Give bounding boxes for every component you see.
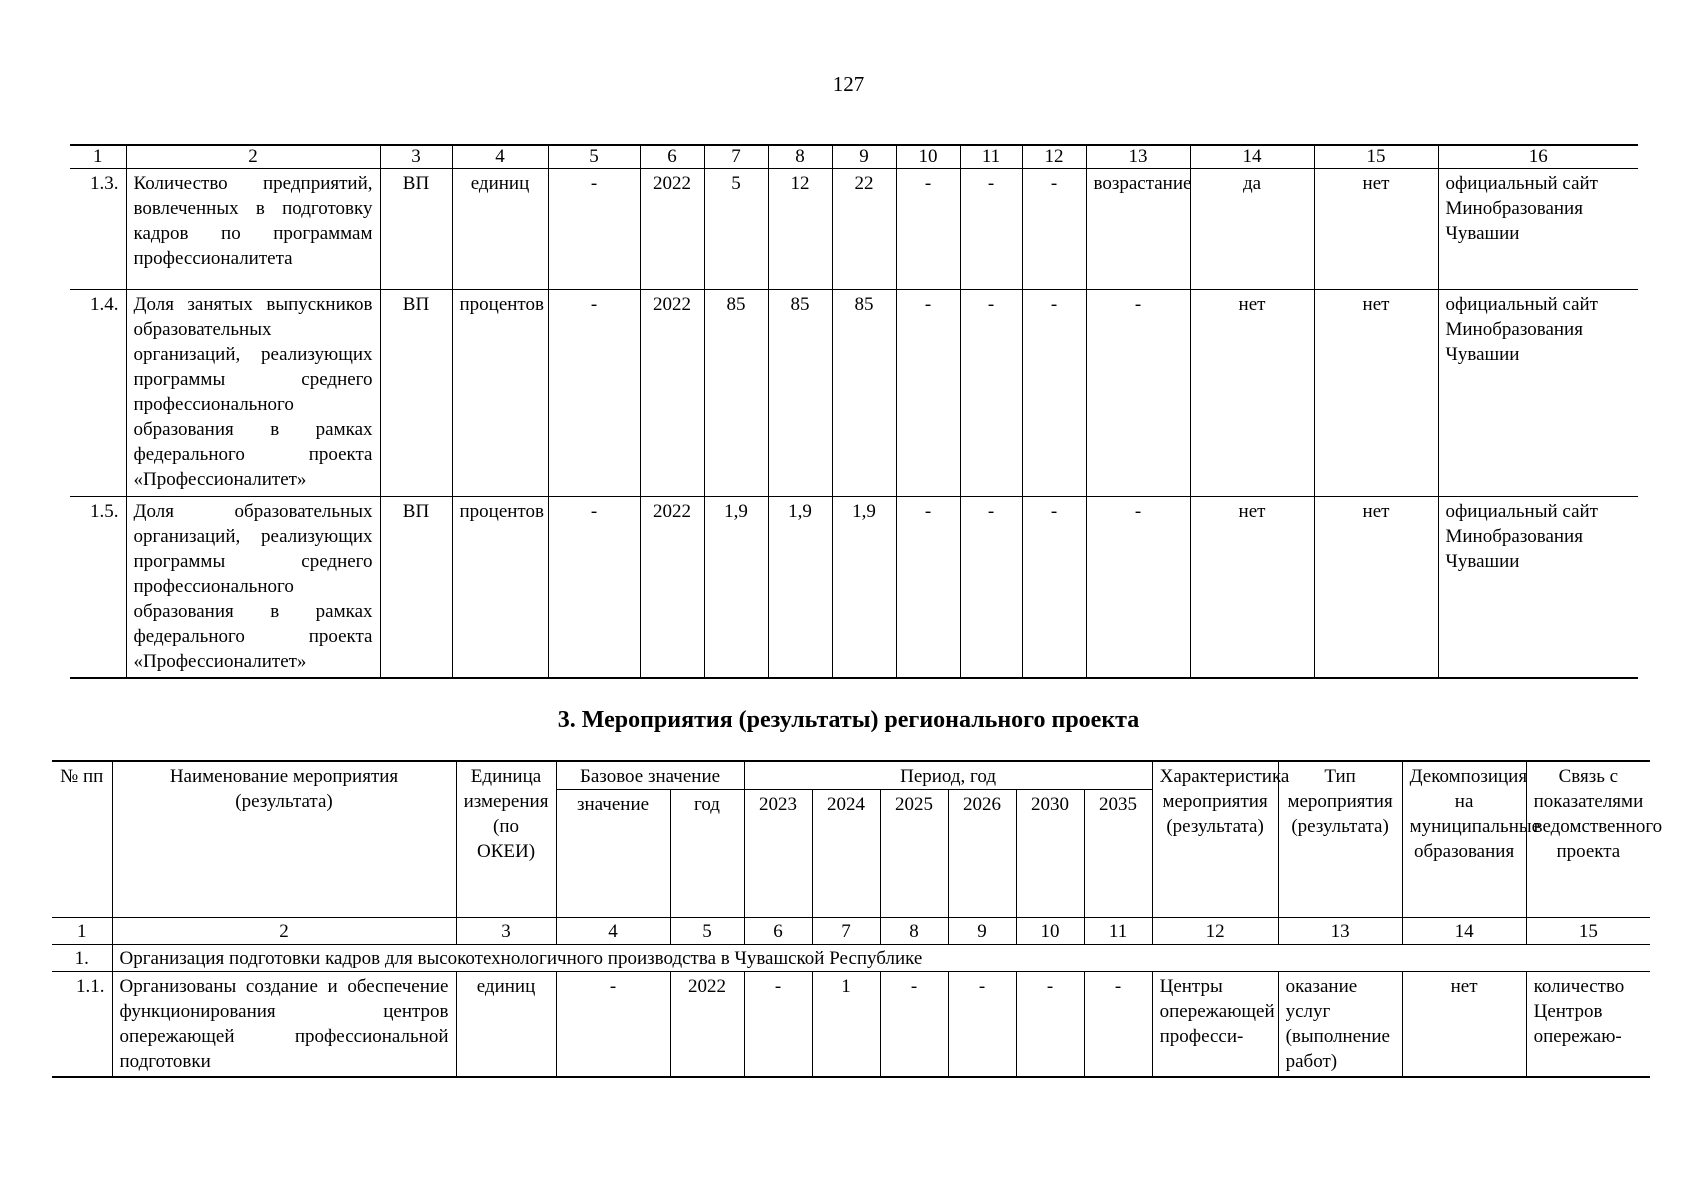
column-number: 7 [704, 145, 768, 169]
column-number: 12 [1152, 918, 1278, 945]
flag-cell: нет [1190, 497, 1314, 678]
year-cell: 2022 [640, 169, 704, 290]
column-number: 12 [1022, 145, 1086, 169]
value-cell: - [896, 497, 960, 678]
value-cell: - [960, 497, 1022, 678]
trend-cell: - [1086, 290, 1190, 497]
activity-name: Организованы создание и обеспечение функционирования центров опережающей профессиональной подготовки [112, 972, 456, 1078]
column-number: 10 [896, 145, 960, 169]
year-value-cell: - [1016, 972, 1084, 1078]
source-cell: официальный сайт Минобразования Чувашии [1438, 497, 1638, 678]
source-cell: официальный сайт Минобразования Чувашии [1438, 290, 1638, 497]
value-cell: - [960, 290, 1022, 497]
value-cell: - [1022, 290, 1086, 497]
table-header-row [52, 761, 1650, 790]
header-unit: Единица измерения (по ОКЕИ) [456, 761, 556, 918]
column-number: 7 [812, 918, 880, 945]
value-cell: 85 [704, 290, 768, 497]
year-value-cell: - [744, 972, 812, 1078]
value-cell: - [1022, 169, 1086, 290]
column-number: 14 [1402, 918, 1526, 945]
base-value-cell: - [556, 972, 670, 1078]
header-base-value: Базовое значение [556, 761, 744, 790]
value-cell: 85 [832, 290, 896, 497]
column-number: 5 [670, 918, 744, 945]
year-cell: 2022 [640, 497, 704, 678]
column-number: 13 [1278, 918, 1402, 945]
value-cell: 1,9 [768, 497, 832, 678]
base-year-cell: 2022 [670, 972, 744, 1078]
column-number: 11 [1084, 918, 1152, 945]
flag-cell: да [1190, 169, 1314, 290]
column-number: 6 [640, 145, 704, 169]
level-cell: ВП [380, 290, 452, 497]
column-number: 6 [744, 918, 812, 945]
activities-table [52, 760, 1663, 1078]
flag-cell: нет [1314, 169, 1438, 290]
year-value-cell: - [948, 972, 1016, 1078]
value-cell: - [548, 169, 640, 290]
value-cell: - [896, 169, 960, 290]
column-number: 15 [1526, 918, 1650, 945]
level-cell: ВП [380, 169, 452, 290]
header-year: 2035 [1084, 790, 1152, 918]
header-base-value-value: значение [556, 790, 670, 918]
header-link: Связь с показателями ведомственного проекта [1526, 761, 1650, 918]
indicator-name: Доля занятых выпускников образовательных организаций, реализующих программы среднего профессионального образования в рамках федерального проекта «Профессионалитет» [126, 290, 380, 497]
flag-cell: нет [1314, 497, 1438, 678]
column-number: 4 [452, 145, 548, 169]
year-value-cell: 1 [812, 972, 880, 1078]
column-number: 11 [960, 145, 1022, 169]
group-row [52, 945, 1650, 972]
column-number: 4 [556, 918, 670, 945]
value-cell: 1,9 [832, 497, 896, 678]
indicators-table [70, 144, 1638, 679]
column-number: 5 [548, 145, 640, 169]
unit-cell: единиц [452, 169, 548, 290]
header-number: № пп [52, 761, 112, 918]
row-number: 1.4. [70, 290, 126, 497]
column-number: 1 [70, 145, 126, 169]
header-year: 2025 [880, 790, 948, 918]
value-cell: - [960, 169, 1022, 290]
column-number: 2 [112, 918, 456, 945]
table-row [52, 972, 1650, 1078]
indicator-name: Доля образовательных организаций, реализующих программы среднего профессионального образования в рамках федерального проекта «Профессионалитет» [126, 497, 380, 678]
source-cell: официальный сайт Минобразования Чувашии [1438, 169, 1638, 290]
group-title: Организация подготовки кадров для высокотехнологичного производства в Чувашской Республике [112, 945, 1650, 972]
header-year: 2030 [1016, 790, 1084, 918]
value-cell: 12 [768, 169, 832, 290]
header-year: 2024 [812, 790, 880, 918]
table-row [70, 497, 1638, 678]
header-name: Наименование мероприятия (результата) [112, 761, 456, 918]
year-value-cell: - [1084, 972, 1152, 1078]
unit-cell: процентов [452, 290, 548, 497]
row-number: 1.5. [70, 497, 126, 678]
unit-cell: процентов [452, 497, 548, 678]
column-number: 14 [1190, 145, 1314, 169]
table-row [70, 290, 1638, 497]
year-cell: 2022 [640, 290, 704, 497]
decomposition-cell: нет [1402, 972, 1526, 1078]
column-number: 10 [1016, 918, 1084, 945]
header-period: Период, год [744, 761, 1152, 790]
value-cell: 5 [704, 169, 768, 290]
header-characteristic: Характеристика мероприятия (результата) [1152, 761, 1278, 918]
unit-cell: единиц [456, 972, 556, 1078]
link-cell: количество Центров опережаю- [1526, 972, 1650, 1078]
value-cell: - [548, 497, 640, 678]
column-number: 3 [456, 918, 556, 945]
group-number: 1. [52, 945, 112, 972]
column-number: 13 [1086, 145, 1190, 169]
characteristic-cell: Центры опережающей професси- [1152, 972, 1278, 1078]
header-year: 2023 [744, 790, 812, 918]
column-number: 9 [948, 918, 1016, 945]
column-number: 16 [1438, 145, 1638, 169]
header-base-value-year: год [670, 790, 744, 918]
column-number: 15 [1314, 145, 1438, 169]
page-number: 127 [832, 72, 865, 96]
value-cell: - [896, 290, 960, 497]
value-cell: - [1022, 497, 1086, 678]
row-number: 1.3. [70, 169, 126, 290]
value-cell: 1,9 [704, 497, 768, 678]
column-number: 1 [52, 918, 112, 945]
trend-cell: - [1086, 497, 1190, 678]
column-number: 8 [880, 918, 948, 945]
header-decomposition: Декомпозиция на муниципальные образования [1402, 761, 1526, 918]
table-header-row [70, 145, 1638, 169]
row-number: 1.1. [52, 972, 112, 1078]
level-cell: ВП [380, 497, 452, 678]
trend-cell: возрастание [1086, 169, 1190, 290]
header-year: 2026 [948, 790, 1016, 918]
section-title: 3. Мероприятия (результаты) регионального проекта [557, 707, 1140, 733]
flag-cell: нет [1314, 290, 1438, 497]
column-number: 2 [126, 145, 380, 169]
value-cell: 22 [832, 169, 896, 290]
indicator-name: Количество предприятий, вовлеченных в подготовку кадров по программам профессионалитета [126, 169, 380, 290]
column-number: 8 [768, 145, 832, 169]
flag-cell: нет [1190, 290, 1314, 497]
column-number: 3 [380, 145, 452, 169]
year-value-cell: - [880, 972, 948, 1078]
table-row [70, 169, 1638, 290]
header-type: Тип мероприятия (результата) [1278, 761, 1402, 918]
column-numbers-row [52, 918, 1650, 945]
value-cell: 85 [768, 290, 832, 497]
column-number: 9 [832, 145, 896, 169]
type-cell: оказание услуг (выполнение работ) [1278, 972, 1402, 1078]
value-cell: - [548, 290, 640, 497]
